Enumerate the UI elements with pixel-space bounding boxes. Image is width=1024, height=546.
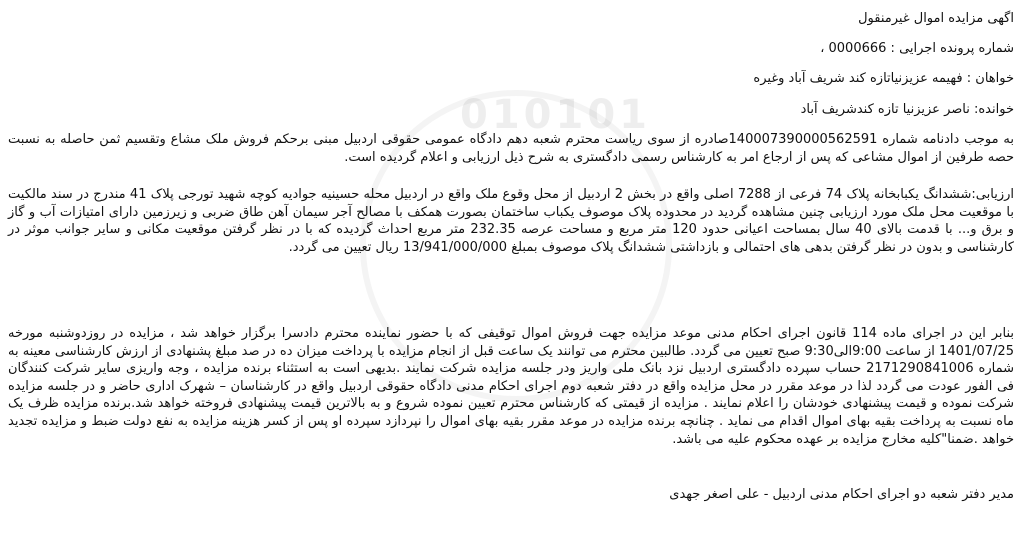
signature-line: مدیر دفتر شعبه دو اجرای احکام مدنی اردبیل - علی اصغر جهدی: [669, 487, 1014, 502]
auction-terms-paragraph: بنابر این در اجرای ماده 114 قانون اجرای احکام مدنی موعد مزایده جهت فروش اموال توقیفی که با حضور نماینده محترم دادسرا برگزار خواهد شد ، مزایده در روزدوشنبه مورخه 1401/07/25 از ساعت 9:00الی9:30 صبح تعیین می گردد. طالبین محترم می توانند یک ساعت قبل از انجام مزایده با پرداخت میزان ده در صد مبلغ پشنهادی از ارزش کارشناسی معینه به شماره 2171290841006 حساب سپرده دادگستری اردبیل نزد بانک ملی واریز ودر جلسه مزایده شرکت نمایند .بدیهی است به استثناء برنده مزایده ، وجه واریزی سایر شرکت کنندگان فی الفور عودت می گردد لذا در موعد مقرر در محل مزایده واقع در دفتر شعبه دوم اجرای احکام مدنی دادگاه حقوقی اردبیل واقع در کارشناسان – شهرک اداری حاضر و در جلسه مزایده شرکت نموده و قیمت پیشنهادی خودشان را اعلام نمایند . مزایده از قیمتی که کارشناس محترم تعیین نموده شروع و به بالاترین قیمت پیشنهادی فروخته خواهد شد.برنده مزایده ظرف یک ماه نسبت به پرداخت بقیه بهای اموال اقدام می نماید . چنانچه برنده مزایده در موعد مقرر بقیه بهای اموال را نپردازد سپرده او پس از کسر هزینه مزایده به نفع دولت ضبط و مزایده تجدید خواهد .ضمنا"کلیه مخارج مزایده بر عهده محکوم علیه می باشد.: [8, 326, 1014, 447]
verdict-paragraph: به موجب دادنامه شماره 140007390000562591صادره از سوی ریاست محترم شعبه دهم دادگاه عمومی حقوقی اردبیل مبنی برحکم فروش ملک مشاع وتقسیم ثمن حاصله به نسبت حصه طرفین از اموال مشاعی که پس از ارجاع امر به کارشناس رسمی دادگستری به شرح ذیل ارزیابی و اعلام گردیده است.: [8, 132, 1014, 165]
defendant-line: خوانده: ناصر عزیزنیا تازه کندشریف آباد: [800, 102, 1014, 117]
watermark-text: 010101: [460, 92, 651, 138]
appraisal-paragraph: ارزیابی:ششدانگ یکبابخانه پلاک 74 فرعی از 7288 اصلی واقع در بخش 2 اردبیل از محل وقوع ملک واقع در اردبیل محله حسینیه جوادیه کوچه شهید تورجی پلاک 41 مندرج در سند مالکیت با موقعیت محل ملک مورد ارزیابی چنین مشاهده گردید در محدوده پلاک موصوف یکباب ساختمان بصورت همکف با مصالح آجر سیمان آهن طاق ضربی و زیرزمین دارای امتیازات آب و گاز و برق و... با قدمت بالای 40 سال بمساحت اعیانی حدود 120 متر مربع و مساحت عرصه 232.35 متر مربع احداث گردیده که با در نظر گرفتن موقعیت مکانی و سایر جوانب موثر در کارشناسی و بدون در نظر گرفتن بدهی های احتمالی و بازداشتی ششدانگ پلاک موصوف بمبلغ 13/941/000/000 ریال تعیین می گردد.: [8, 187, 1014, 255]
case-number: شماره پرونده اجرایی : 0000666 ،: [820, 41, 1014, 56]
plaintiff-line: خواهان : فهیمه عزیزنیاتازه کند شریف آباد وغیره: [753, 71, 1014, 86]
notice-title: اگهی مزایده اموال غیرمنقول: [858, 11, 1014, 26]
